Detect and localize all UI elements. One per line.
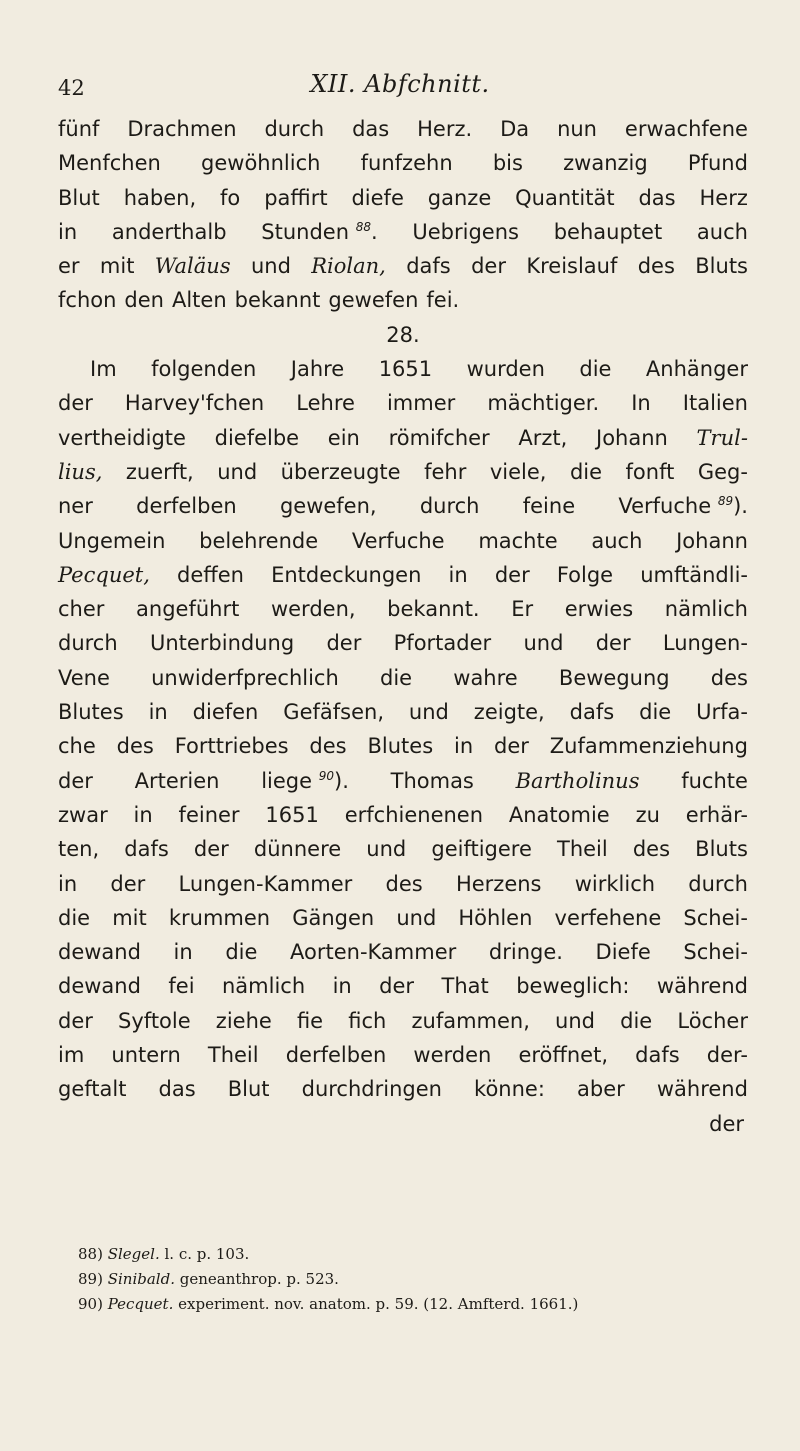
word: und (408, 700, 449, 725)
word: Er (511, 597, 534, 622)
word: Blutes (58, 700, 124, 725)
word: That (441, 974, 489, 999)
word: der (494, 734, 529, 759)
word: Schei- (683, 905, 748, 930)
word: folgenden (151, 357, 257, 382)
text-line (58, 524, 748, 558)
word: dewand (58, 940, 141, 965)
word: Herz. (417, 117, 473, 141)
word: und (366, 837, 407, 862)
word: bekannt. (387, 597, 480, 622)
word: diefen (192, 700, 259, 725)
word: Lungen- (662, 631, 748, 656)
word: zwar (58, 802, 108, 827)
footnotes (78, 1242, 758, 1317)
word: erwachfene (624, 117, 748, 141)
word: Höhlen (458, 905, 533, 930)
text-line (58, 832, 748, 866)
word: Drachmen (127, 117, 237, 141)
word: fünf (58, 117, 100, 141)
word: Urfa- (696, 700, 748, 725)
word: der (326, 631, 362, 656)
word: Vene (58, 665, 110, 690)
footnote-number: 88) (78, 1245, 108, 1263)
word: aber (577, 1077, 625, 1102)
word: könne: (474, 1077, 545, 1102)
chapter-title: XII. Abfchnitt. (310, 70, 490, 98)
text-line (58, 867, 748, 901)
word: durch (419, 494, 480, 519)
word: der- (706, 1043, 748, 1068)
word: der (709, 1111, 744, 1136)
section-number (58, 318, 748, 352)
word: Quantität (515, 185, 615, 210)
word: immer (386, 391, 456, 416)
word: Italien (682, 391, 748, 416)
word: bis (492, 151, 523, 176)
word: in (148, 700, 168, 725)
word: Pfund (687, 151, 748, 176)
word: fonft (625, 459, 675, 484)
word: krummen (168, 905, 271, 930)
word: in (58, 219, 78, 244)
footnote (78, 1242, 758, 1267)
text-line (58, 798, 748, 832)
word: Schei- (683, 940, 748, 965)
word: der (494, 562, 530, 587)
word: in (133, 802, 153, 827)
word: zu (635, 802, 660, 827)
word: erfchienenen (344, 802, 484, 827)
word: er (58, 254, 80, 279)
word: wurden (466, 357, 545, 382)
word: che (58, 734, 96, 759)
word: Uebrigens (412, 219, 519, 244)
footnote (78, 1267, 758, 1292)
word: fuchte (681, 768, 748, 793)
word: im (58, 1043, 85, 1068)
word: gewöhnlich (201, 151, 321, 176)
word: durchdringen (301, 1077, 442, 1102)
text-line (58, 592, 748, 626)
word: derfelben (136, 494, 237, 519)
word: Zufammenziehung (549, 734, 748, 759)
word: Im (90, 357, 117, 382)
text-line (58, 1004, 748, 1038)
text-line (58, 764, 748, 798)
word: fei (168, 974, 195, 999)
word: fehr (424, 459, 467, 484)
word: des (637, 254, 675, 279)
word: und (250, 254, 291, 279)
word: 28. (386, 322, 420, 347)
word: diefe (351, 185, 404, 210)
word: durch (58, 631, 118, 656)
italic-name: Trul- (696, 425, 748, 450)
word: des (632, 837, 671, 862)
word: bekannt (234, 288, 321, 313)
word: der (58, 768, 93, 793)
page-number: 42 (58, 76, 85, 100)
text-line (58, 489, 748, 523)
word: Unterbindung (149, 631, 295, 656)
word: durch (688, 871, 748, 896)
word: römifcher (388, 425, 490, 450)
word: Geg- (697, 459, 748, 484)
word: ziehe (215, 1008, 272, 1033)
word: vertheidigte (58, 425, 186, 450)
word: belehrende (199, 528, 319, 553)
text-line (58, 215, 748, 249)
text-line (58, 901, 748, 935)
word: feine (522, 494, 576, 519)
word: der (379, 974, 415, 999)
footnote-author: Sinibald. (107, 1270, 180, 1288)
word: feiner (178, 802, 240, 827)
word: unwiderfprechlich (151, 665, 339, 690)
footnote-ref: Stunden $^{88}$. (261, 219, 378, 244)
word: Syftole (118, 1008, 191, 1033)
word: umftändli- (640, 562, 748, 587)
word: die (58, 905, 91, 930)
word: zuerft, (125, 459, 194, 484)
word: überzeugte (280, 459, 401, 484)
text-line (58, 661, 748, 695)
word: paffirt (264, 185, 328, 210)
italic-name: Pecquet, (58, 562, 150, 587)
word: werden (413, 1043, 492, 1068)
footnote-ref: Verfuche $^{89}$). (618, 494, 748, 519)
word: fie (296, 1008, 324, 1033)
word: Entdeckungen (271, 562, 422, 587)
text-line (58, 455, 748, 489)
text-line (58, 935, 748, 969)
word: die (569, 459, 603, 484)
running-head (58, 70, 742, 106)
word: Lungen-Kammer (178, 871, 353, 896)
word: und (523, 631, 564, 656)
text-line (58, 181, 748, 215)
word: geiftigere (431, 837, 532, 862)
word: Aorten-Kammer (290, 940, 457, 965)
word: Anatomie (508, 802, 610, 827)
word: des (710, 665, 748, 690)
word: die (225, 940, 258, 965)
word: der (193, 837, 229, 862)
word: der (58, 391, 93, 416)
text-line (58, 283, 748, 317)
word: gewefen, (279, 494, 377, 519)
word: der (595, 631, 631, 656)
italic-name: lius, (58, 459, 103, 484)
word: Anhänger (645, 357, 748, 382)
italic-name: Riolan, (311, 254, 386, 279)
word: des (309, 734, 347, 759)
word: fchon (58, 288, 117, 313)
word: Alten (171, 288, 227, 313)
word: Forttriebes (174, 734, 289, 759)
word: Diefe (595, 940, 651, 965)
word: zwanzig (563, 151, 648, 176)
body-text (58, 112, 748, 1141)
word: Blutes (367, 734, 434, 759)
footnote-number: 90) (78, 1295, 108, 1313)
word: deffen (177, 562, 244, 587)
footnote (78, 1292, 758, 1317)
text-line (58, 969, 748, 1003)
word: dewand (58, 974, 141, 999)
word: den (124, 288, 164, 313)
word: die (639, 700, 672, 725)
word: Lehre (296, 391, 355, 416)
word: in (448, 562, 468, 587)
footnote-reference: l. c. p. 103. (164, 1245, 250, 1263)
word: fo (220, 185, 241, 210)
text-line (58, 1072, 748, 1106)
word: Herzens (455, 871, 542, 896)
word: Pfortader (393, 631, 492, 656)
word: diefelbe (214, 425, 300, 450)
word: fich (348, 1008, 387, 1033)
text-line (58, 421, 748, 455)
word: und (217, 459, 258, 484)
word: zufammen, (411, 1008, 530, 1033)
word: Thomas (390, 768, 474, 793)
word: Theil (207, 1043, 259, 1068)
footnote-number: 89) (78, 1270, 108, 1288)
word: viele, (489, 459, 547, 484)
word: Jahre (290, 357, 345, 382)
footnote-reference: geneanthrop. p. 523. (179, 1270, 339, 1288)
word: dafs (569, 700, 615, 725)
text-line (58, 558, 748, 592)
word: nun (557, 117, 597, 141)
word: Bluts (695, 837, 748, 862)
word: funfzehn (360, 151, 453, 176)
word: Harvey'fchen (124, 391, 265, 416)
word: werden, (270, 597, 356, 622)
word: dafs (406, 254, 451, 279)
word: wirklich (574, 871, 656, 896)
word: erhär- (685, 802, 748, 827)
word: beweglich: (516, 974, 630, 999)
word: zeigte, (473, 700, 545, 725)
word: Löcher (677, 1008, 748, 1033)
word: ner (58, 494, 93, 519)
word: während (656, 974, 748, 999)
word: und (555, 1008, 595, 1033)
word: haben, (123, 185, 197, 210)
word: das (638, 185, 676, 210)
word: in (58, 871, 78, 896)
text-line (58, 626, 748, 660)
text-line (58, 386, 748, 420)
word: Arzt, (518, 425, 568, 450)
text-line (58, 1038, 748, 1072)
word: in (454, 734, 474, 759)
word: 1651 (265, 802, 319, 827)
italic-name: Bartholinus (515, 768, 640, 793)
word: Da (500, 117, 530, 141)
word: Kreislauf (526, 254, 618, 279)
word: dafs (124, 837, 169, 862)
word: dünnere (253, 837, 342, 862)
word: der (58, 1008, 93, 1033)
footnote-reference: experiment. nov. anatom. p. 59. (12. Amfterd. 1661.) (178, 1295, 579, 1313)
word: Gängen (292, 905, 375, 930)
word: der (110, 871, 146, 896)
word: Arterien (134, 768, 220, 793)
word: der (471, 254, 506, 279)
text-line (58, 146, 748, 180)
catchword (58, 1107, 748, 1141)
word: des (116, 734, 154, 759)
word: Menfchen (58, 151, 161, 176)
word: Theil (557, 837, 608, 862)
word: in (173, 940, 193, 965)
word: während (656, 1077, 748, 1102)
text-line (58, 695, 748, 729)
word: Ungemein (58, 528, 166, 553)
word: geftalt (58, 1077, 127, 1102)
word: das (158, 1077, 196, 1102)
word: in (332, 974, 352, 999)
word: Gefäfsen, (283, 700, 384, 725)
word: wahre (453, 665, 518, 690)
word: gewefen (328, 288, 419, 313)
word: mächtiger. (487, 391, 600, 416)
word: Folge (556, 562, 614, 587)
word: und (396, 905, 437, 930)
word: fei. (426, 288, 460, 313)
word: mit (99, 254, 135, 279)
text-line (58, 112, 748, 146)
text-line (58, 352, 748, 386)
word: Verfuche (351, 528, 445, 553)
word: verfehene (554, 905, 662, 930)
text-line (58, 729, 748, 763)
word: nämlich (221, 974, 306, 999)
word: behauptet (553, 219, 663, 244)
word: ganze (427, 185, 492, 210)
word: untern (111, 1043, 181, 1068)
word: nämlich (664, 597, 748, 622)
italic-name: Waläus (154, 254, 231, 279)
word: die (620, 1008, 653, 1033)
word: machte (478, 528, 558, 553)
word: ein (327, 425, 360, 450)
word: anderthalb (111, 219, 227, 244)
word: Bluts (695, 254, 748, 279)
word: die (579, 357, 612, 382)
word: 1651 (378, 357, 433, 382)
word: ten, (58, 837, 100, 862)
word: die (379, 665, 413, 690)
word: Johann (676, 528, 748, 553)
word: auch (591, 528, 643, 553)
word: angeführt (136, 597, 240, 622)
word: dringe. (488, 940, 563, 965)
text-line (58, 249, 748, 283)
word: auch (696, 219, 748, 244)
word: erwies (564, 597, 634, 622)
footnote-ref: liege $^{90}$). (261, 768, 349, 793)
footnote-author: Slegel. (107, 1245, 165, 1263)
word: das (352, 117, 390, 141)
word: derfelben (285, 1043, 387, 1068)
word: Bewegung (558, 665, 670, 690)
word: des (385, 871, 423, 896)
word: In (631, 391, 651, 416)
word: Herz (699, 185, 748, 210)
word: Blut (58, 185, 100, 210)
word: Johann (596, 425, 668, 450)
word: dafs (635, 1043, 680, 1068)
word: mit (112, 905, 147, 930)
word: eröffnet, (518, 1043, 609, 1068)
word: Blut (227, 1077, 270, 1102)
word: durch (264, 117, 325, 141)
word: cher (58, 597, 105, 622)
footnote-author: Pecquet. (107, 1295, 179, 1313)
